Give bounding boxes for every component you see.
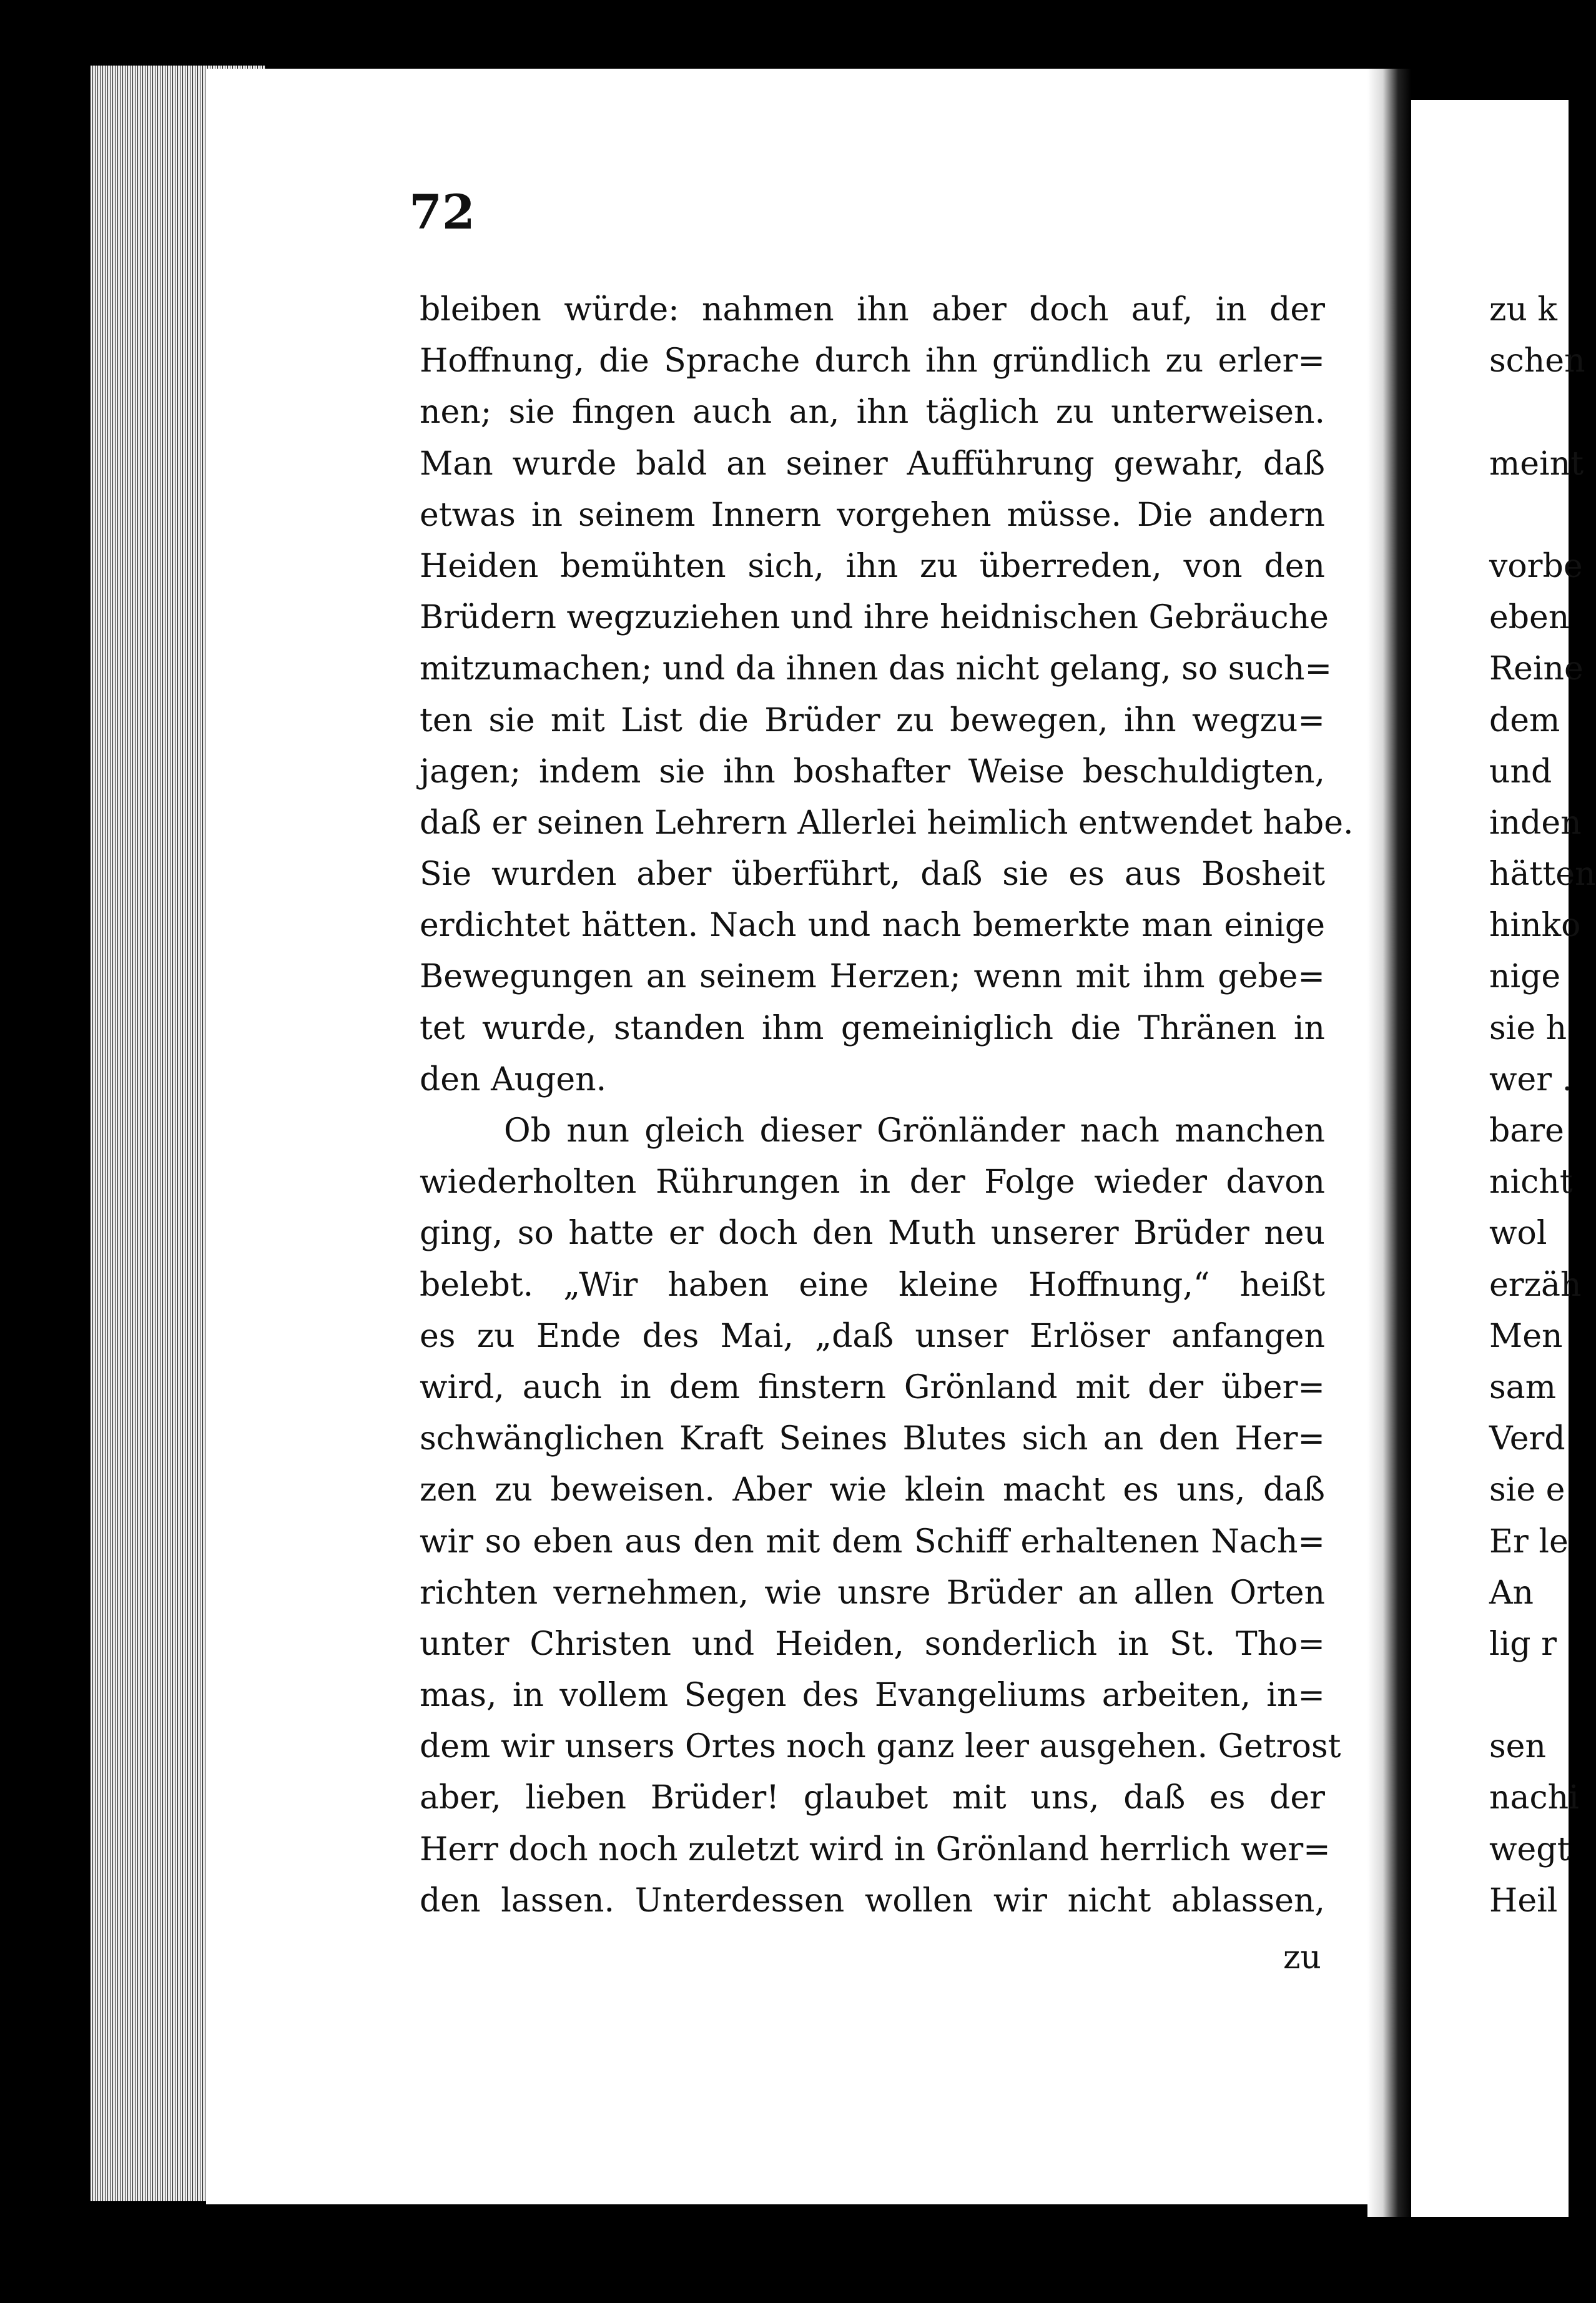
right-page-line: und: [1489, 752, 1552, 791]
right-page-line: dem: [1489, 701, 1560, 739]
right-page-line: sen: [1489, 1728, 1546, 1766]
text-line: belebt. „Wir haben eine kleine Hoffnung,“ heißt: [420, 1266, 1325, 1304]
right-page-line: Er le: [1489, 1522, 1569, 1561]
text-line: ten sie mit List die Brüder zu bewegen, ihn wegzu=: [420, 701, 1325, 739]
text-line: Bewegungen an seinem Herzen; wenn mit ihm gebe=: [420, 958, 1325, 996]
text-line: Man wurde bald an seiner Aufführung gewahr, daß: [420, 445, 1325, 483]
right-page-line: sam: [1489, 1368, 1556, 1406]
right-page-line: schen: [1489, 342, 1585, 380]
right-page-line: [1489, 387, 1569, 438]
right-page-line: hinko: [1489, 907, 1581, 945]
text-line: schwänglichen Kraft Seines Blutes sich an den Her=: [420, 1420, 1325, 1458]
text-line: jagen; indem sie ihn boshafter Weise beschuldigten,: [420, 752, 1325, 791]
text-line: Heiden bemühten sich, ihn zu überreden, von den: [420, 547, 1325, 585]
text-line: wird, auch in dem finstern Grönland mit der über=: [420, 1368, 1325, 1406]
text-line: ging, so hatte er doch den Muth unserer Brüder neu: [420, 1215, 1325, 1253]
right-page-line: zu k: [1489, 291, 1557, 328]
right-page-line: [1489, 1670, 1569, 1721]
right-page-line: [1489, 490, 1569, 541]
right-page-line: nachi: [1489, 1779, 1579, 1817]
text-line: etwas in seinem Innern vorgehen müsse. Die andern: [420, 496, 1325, 534]
text-line: Herr doch noch zuletzt wird in Grönland herrlich wer=: [420, 1830, 1331, 1868]
right-page-line: erzäh: [1489, 1266, 1582, 1304]
right-page-line: inden: [1489, 804, 1582, 842]
text-line: es zu Ende des Mai, „daß unser Erlöser anfangen: [420, 1317, 1325, 1355]
text-line: unter Christen und Heiden, sonderlich in St. Tho=: [420, 1625, 1325, 1663]
book-gutter: [1367, 69, 1411, 2217]
right-page-line: Heil: [1489, 1881, 1558, 1920]
text-line: Hoffnung, die Sprache durch ihn gründlich zu erler=: [420, 342, 1325, 380]
right-page-line: bare: [1489, 1112, 1564, 1150]
right-page-line: wer .: [1489, 1060, 1573, 1098]
text-line: mitzumachen; und da ihnen das nicht gelang, so such=: [420, 650, 1332, 688]
right-page-line: meint: [1489, 445, 1584, 483]
right-page-line: wegt: [1489, 1830, 1570, 1868]
right-page-line: lig r: [1489, 1625, 1557, 1663]
text-line: tet wurde, standen ihm gemeiniglich die Thränen in: [420, 1009, 1325, 1047]
right-page-text: [1489, 284, 1596, 1926]
right-page-line: sie e: [1489, 1471, 1565, 1509]
text-line: mas, in vollem Segen des Evangeliums arbeiten, in=: [420, 1677, 1325, 1715]
right-page-line: Reine: [1489, 650, 1584, 688]
text-line: Ob nun gleich dieser Grönländer nach manchen: [504, 1112, 1325, 1150]
right-page-line: sie h: [1489, 1009, 1567, 1047]
right-page-line: hätten: [1489, 856, 1596, 894]
right-page-line: eben: [1489, 599, 1570, 637]
text-line: wir so eben aus den mit dem Schiff erhaltenen Nach=: [420, 1522, 1325, 1561]
text-line: den Augen.: [420, 1060, 607, 1098]
text-line: den lassen. Unterdessen wollen wir nicht ablassen,: [420, 1881, 1325, 1920]
text-line: nen; sie fingen auch an, ihn täglich zu unterweisen.: [420, 393, 1325, 432]
page-number: 72: [409, 184, 475, 240]
text-line: dem wir unsers Ortes noch ganz leer ausgehen. Getrost: [420, 1728, 1341, 1766]
text-line: erdichtet hätten. Nach und nach bemerkte man einige: [420, 907, 1325, 945]
right-page-line: An: [1489, 1574, 1534, 1612]
text-line: bleiben würde: nahmen ihn aber doch auf, in der: [420, 291, 1325, 328]
right-page-line: Verd: [1489, 1420, 1565, 1458]
catchword: zu: [1283, 1939, 1321, 1976]
text-line: wiederholten Rührungen in der Folge wieder davon: [420, 1163, 1325, 1201]
text-line: richten vernehmen, wie unsre Brüder an allen Orten: [420, 1574, 1325, 1612]
text-line: zen zu beweisen. Aber wie klein macht es uns, daß: [420, 1471, 1325, 1509]
right-page-line: vorbe: [1489, 547, 1583, 585]
body-text: [420, 284, 1354, 1926]
text-line: Brüdern wegzuziehen und ihre heidnischen Gebräuche: [420, 599, 1329, 637]
right-page-line: wol: [1489, 1215, 1547, 1253]
right-page-line: nige: [1489, 958, 1561, 996]
text-line: daß er seinen Lehrern Allerlei heimlich entwendet habe.: [420, 804, 1354, 842]
text-line: aber, lieben Brüder! glaubet mit uns, daß es der: [420, 1779, 1325, 1817]
right-page-line: Men: [1489, 1317, 1563, 1355]
text-line: Sie wurden aber überführt, daß sie es aus Bosheit: [420, 856, 1325, 894]
right-page-line: nicht: [1489, 1163, 1573, 1201]
